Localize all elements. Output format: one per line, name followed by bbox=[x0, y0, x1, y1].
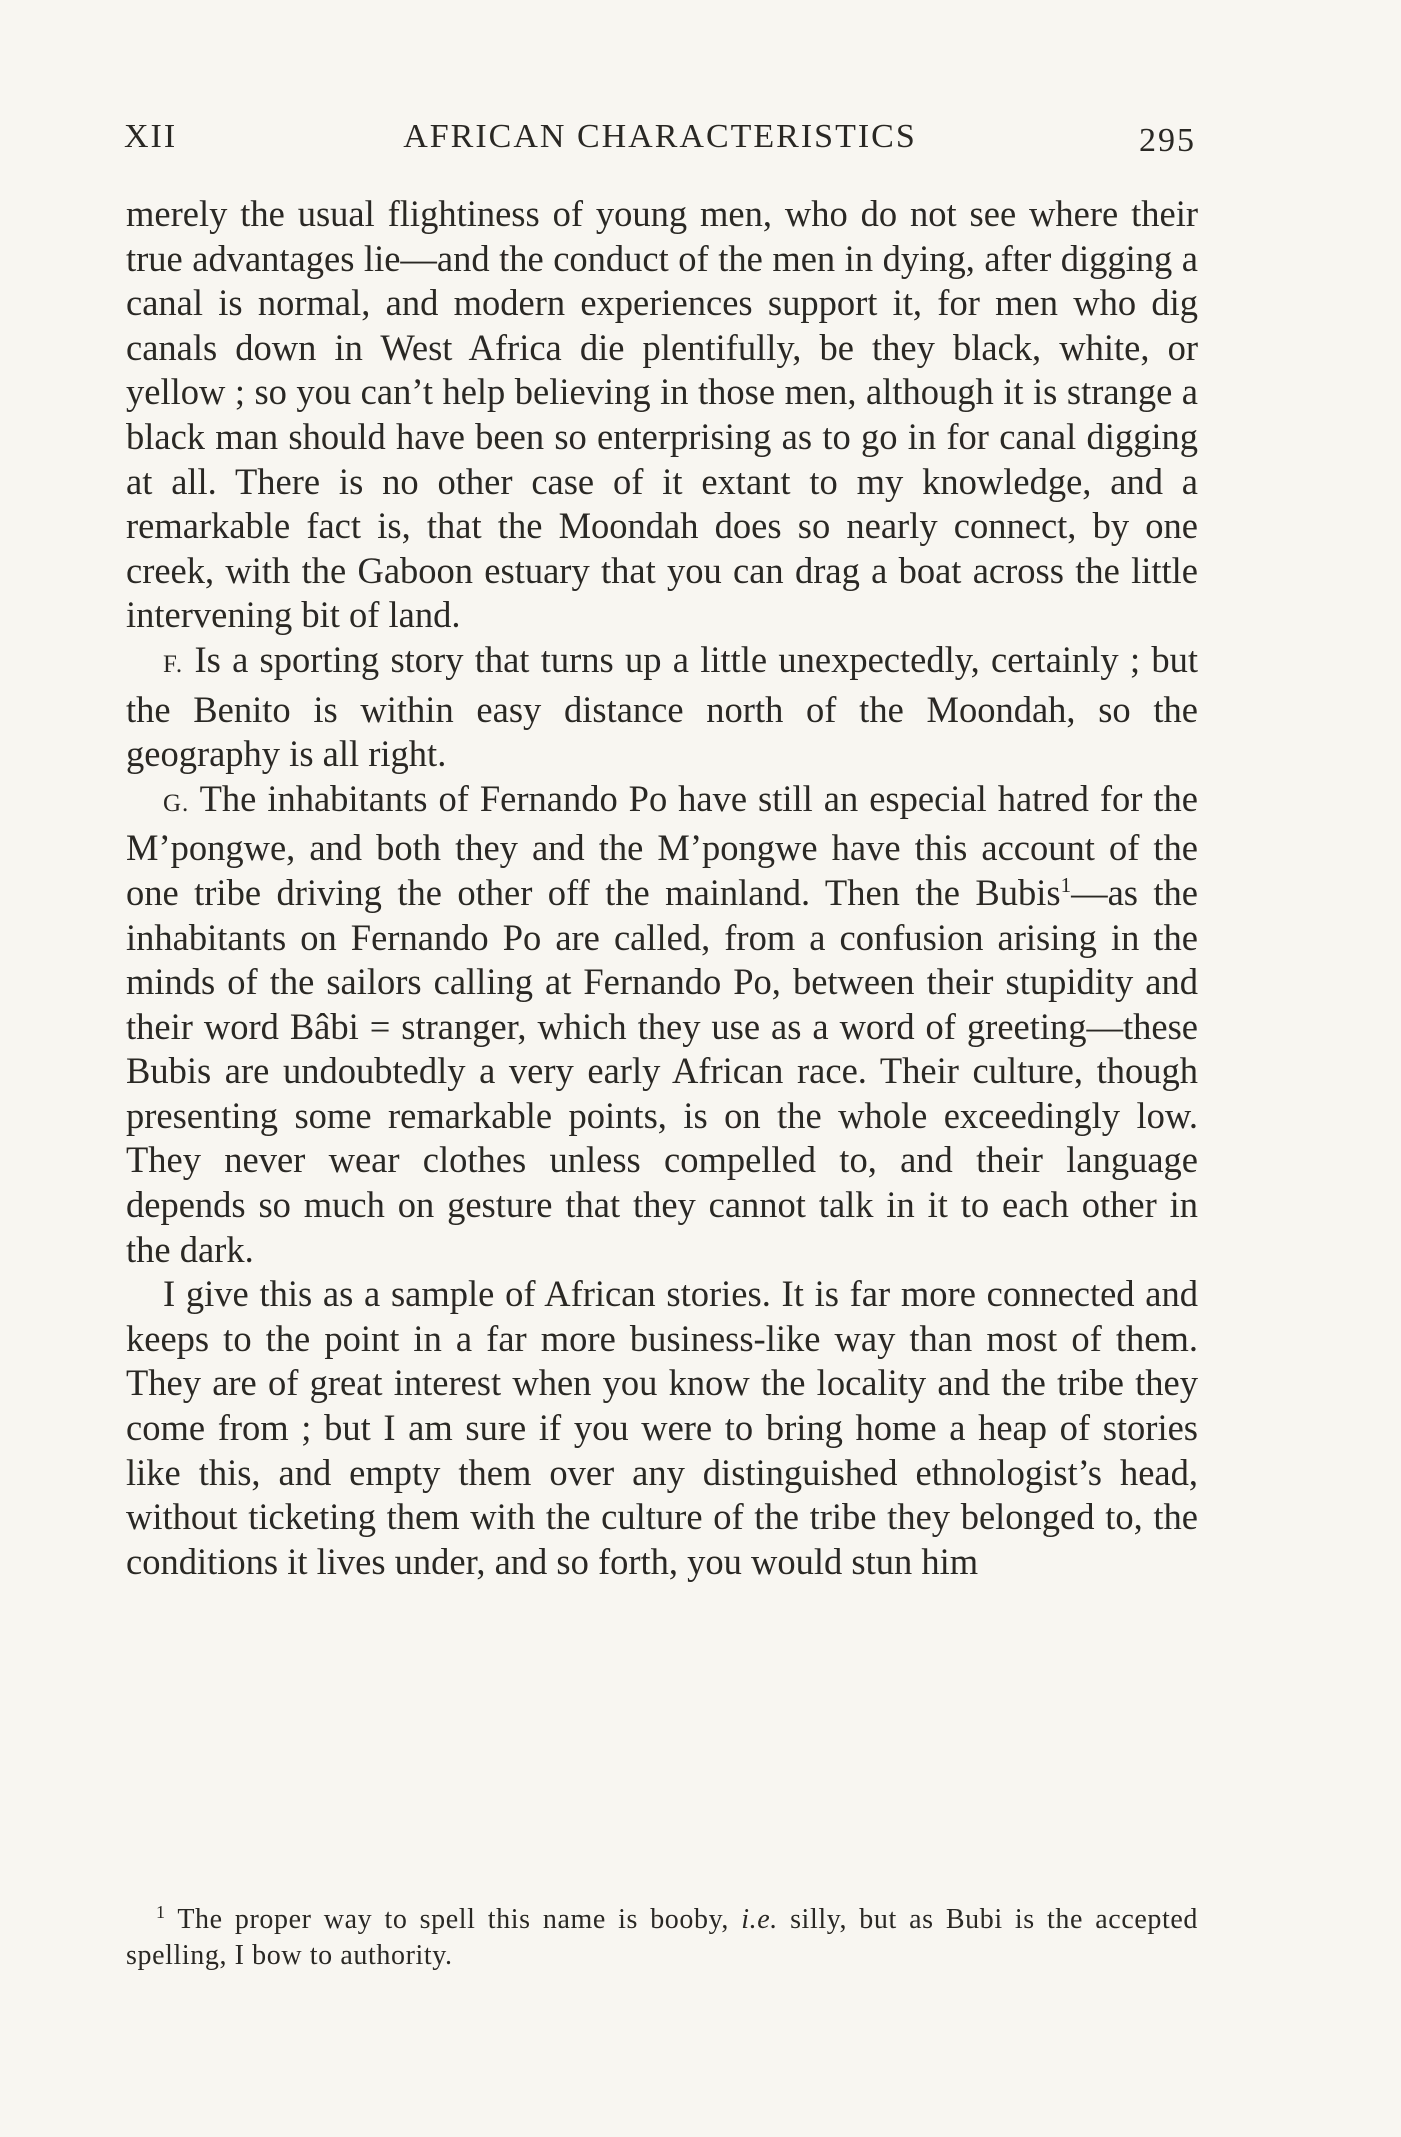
paragraph-g bbox=[126, 777, 1198, 1273]
chapter-number: XII bbox=[124, 118, 178, 155]
section-marker-g: G. bbox=[163, 789, 190, 817]
paragraph-continuation: merely the usual flightiness of young men, who do not see where their true advantages lie—and the conduct of the men in dying, after digging a canal is normal, and modern experiences support it, for men who dig canals down in West Africa die plentifully, be they black, white, or yellow ; so you can’t help believing in those men, although it is strange a black man should have been so enterprising as to go in for canal digging at all. There is no other case of it extant to my knowledge, and a remarkable fact is, that the Moondah does so nearly connect, by one creek, with the Gaboon estuary that you can drag a boat across the little intervening bit of land. bbox=[126, 193, 1198, 636]
page-number: 295 bbox=[1139, 122, 1196, 159]
running-head bbox=[124, 118, 1196, 166]
body-text bbox=[126, 192, 1198, 1584]
footnote-text-start: The proper way to spell this name is booby, bbox=[177, 1904, 729, 1935]
paragraph-f bbox=[126, 638, 1198, 777]
paragraph-sample: I give this as a sample of African stories. It is far more connected and keeps to the point in a far more business-like way than most of them. They are of great interest when you know the locality and the tribe they come from ; but I am sure if you were to bring home a heap of stories like this, and empty them over any distinguished ethnologist’s head, without ticketing them with the culture of the tribe they belonged to, the conditions it lives under, and so forth, you would stun him bbox=[126, 1273, 1198, 1582]
footnote bbox=[126, 1902, 1198, 1974]
running-title: AFRICAN CHARACTERISTICS bbox=[403, 118, 917, 155]
paragraph-f-text: Is a sporting story that turns up a little unexpectedly, certainly ; but the Benito is within easy distance north of the Moondah, so the geography is all right. bbox=[126, 638, 1199, 775]
paragraph-g-text-end: —as the inhabitants on Fernando Po are called, from a confusion arising in the minds of the sailors calling at Fernando Po, between their stupidity and their word Bâbi = stranger, which they use as a word of greeting—these Bubis are undoubtedly a very early African race. Their culture, though presenting some remarkable points, is on the whole exceedingly low. They never wear clothes unless compelled to, and their language depends so much on gesture that they cannot talk in it to each other in the dark. bbox=[126, 871, 1198, 1270]
footnote-reference: 1 bbox=[1060, 872, 1072, 897]
footnote-text-end: silly, but as Bubi is the accepted spelling, I bow to authority. bbox=[126, 1904, 1198, 1971]
paragraph-g-text-start: The inhabitants of Fernando Po have still an especial hatred for the M’pongwe, and both they and the M’pongwe have this account of the one tribe driving the other off the mainland. Then the Bubis bbox=[126, 777, 1198, 913]
footnote-marker: 1 bbox=[156, 1902, 166, 1922]
section-marker-f: F. bbox=[163, 650, 184, 678]
footnote-italic: i.e. bbox=[741, 1904, 778, 1935]
